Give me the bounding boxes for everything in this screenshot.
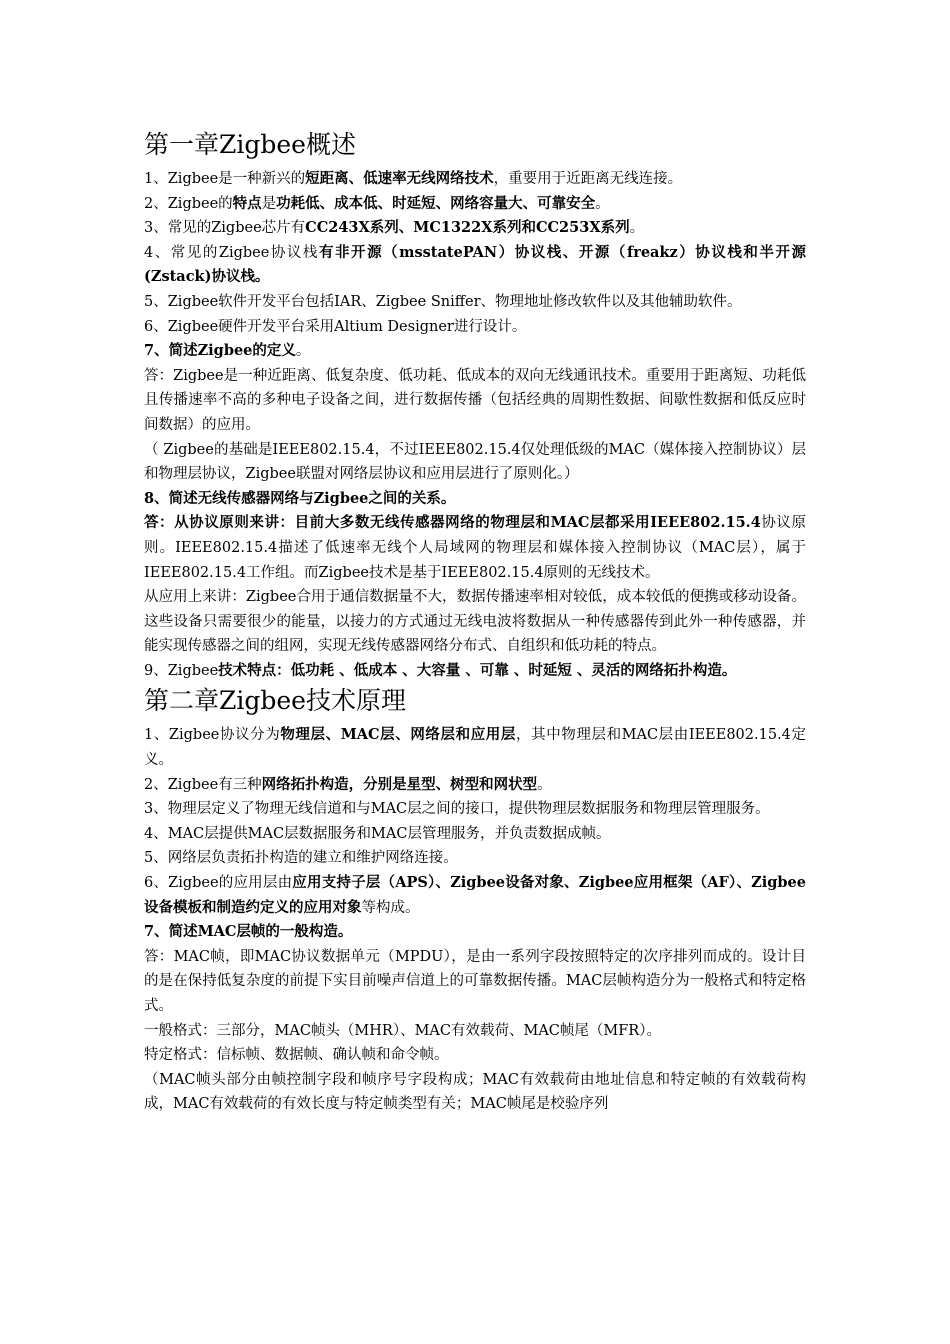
paragraph — [144, 1019, 806, 1044]
text-run: 协议原则。IEEE802.15.4描述了低速率无线个人局域网的物理层和媒体接入控制协议（MAC层），属于IEEE802.15.4工作组。而Zigbee技术是基于IEEE802.15.4原则的无线技术。 — [144, 515, 806, 581]
text-run: 3、物理层定义了物理无线信道和与MAC层之间的接口，提供物理层数据服务和物理层管理服务。 — [144, 801, 770, 818]
paragraph — [144, 315, 806, 340]
text-run: 1、Zigbee协议分为 — [144, 727, 281, 744]
text-run: 答：MAC帧，即MAC协议数据单元（MPDU），是由一系列字段按照特定的次序排列而成的。设计目的是在保持低复杂度的前提下实目前噪声信道上的可靠数据传播。MAC层帧构造分为一般格式和特定格式。 — [144, 948, 806, 1014]
bold-text-run: 短距离、低速率无线网络技术 — [305, 170, 494, 187]
paragraph — [144, 364, 806, 438]
bold-text-run: CC243X系列、MC1322X系列和CC253X系列 — [305, 219, 630, 237]
paragraph — [144, 920, 806, 945]
text-run: 等构成。 — [361, 899, 420, 916]
text-run: 5、Zigbee软件开发平台包括IAR、Zigbee Sniffer、物理地址修改软件以及其他辅助软件。 — [144, 293, 742, 310]
text-run: 。 — [295, 343, 311, 360]
paragraph — [144, 192, 806, 217]
text-run: 。 — [537, 776, 552, 793]
text-run: 一般格式：三部分，MAC帧头（MHR）、MAC有效载荷、MAC帧尾（MFR）。 — [144, 1022, 661, 1039]
paragraph — [144, 511, 806, 585]
bold-text-run: 8、简述无线传感器网络与Zigbee之间的关系。 — [144, 489, 456, 507]
bold-text-run: 7、简述Zigbee的定义 — [144, 342, 296, 360]
text-run: 2、Zigbee有三种 — [144, 776, 262, 793]
text-run: 1、Zigbee是一种新兴的 — [144, 171, 306, 187]
text-run: 2、Zigbee的 — [144, 195, 233, 212]
paragraph — [144, 339, 806, 364]
bold-text-run: 功耗低、成本低、时延短、网络容量大、可靠安全 — [276, 194, 596, 212]
paragraph — [144, 1043, 806, 1068]
paragraph — [144, 723, 806, 772]
document-page — [144, 128, 806, 1117]
text-run: 。 — [595, 195, 610, 212]
text-run: （MAC帧头部分由帧控制字段和帧序号字段构成；MAC有效载荷由地址信息和特定帧的有效载荷构成，MAC有效载荷的有效长度与特定帧类型有关；MAC帧尾是校验序列 — [144, 1071, 806, 1113]
paragraph — [144, 945, 806, 1019]
paragraph — [144, 290, 806, 315]
text-run: ，其中物理层和MAC层由IEEE802.15.4定义。 — [144, 727, 807, 769]
paragraph — [144, 241, 806, 290]
paragraph — [144, 773, 806, 798]
text-run: （ Zigbee的基础是IEEE802.15.4，不过IEEE802.15.4仅处理低级的MAC（媒体接入控制协议）层和物理层协议，Zigbee联盟对网络层协议和应用层进行了原则化。） — [144, 441, 806, 483]
paragraph — [144, 167, 806, 192]
paragraph — [144, 659, 806, 684]
paragraph — [144, 797, 806, 822]
paragraph — [144, 822, 806, 847]
paragraph — [144, 438, 806, 487]
bold-text-run: 应用支持子层（APS）、Zigbee设备对象、Zigbee应用框架（AF）、Zigbee设备模板和制造约定义的应用对象 — [144, 874, 806, 916]
paragraph — [144, 1068, 806, 1117]
bold-text-run: 物理层、MAC层、网络层和应用层 — [280, 726, 516, 744]
text-run: 特定格式：信标帧、数据帧、确认帧和命令帧。 — [144, 1047, 449, 1064]
paragraph — [144, 216, 806, 241]
chapter-2-title: 第二章Zigbee技术原理 — [144, 686, 406, 716]
bold-text-run: 答：从协议原则来讲：目前大多数无线传感器网络的物理层和MAC层都采用IEEE802.15.4 — [144, 514, 761, 532]
bold-text-run: 技术特点：低功耗 、低成本 、大容量 、可靠 、时延短 、灵活的网络拓扑构造。 — [218, 661, 737, 679]
paragraph — [144, 585, 806, 659]
text-run: 从应用上来讲：Zigbee合用于通信数据量不大，数据传播速率相对较低，成本较低的便携或移动设备。这些设备只需要很少的能量，以接力的方式通过无线电波将数据从一种传感器传到此外一种传感器，并能实现传感器之间的组网，实现无线传感器网络分布式、自组织和低功耗的特点。 — [144, 589, 806, 655]
text-run: 5、网络层负责拓扑构造的建立和维护网络连接。 — [144, 850, 458, 867]
text-run: 9、Zigbee — [144, 662, 219, 679]
text-run: 是 — [261, 195, 277, 212]
paragraph — [144, 846, 806, 871]
paragraph — [144, 487, 806, 512]
text-run: 6、Zigbee硬件开发平台采用Altium Designer进行设计。 — [144, 318, 527, 335]
bold-text-run: 7、简述MAC层帧的一般构造。 — [144, 923, 353, 941]
text-run: 4、常见的Zigbee协议栈 — [144, 244, 319, 261]
bold-text-run: 有非开源（msstatePAN）协议栈、开源（freakz）协议栈和半开源(Zstack)协议栈。 — [144, 243, 806, 286]
paragraph — [144, 871, 806, 920]
text-run: 4、MAC层提供MAC层数据服务和MAC层管理服务，并负责数据成帧。 — [144, 825, 611, 842]
bold-text-run: 特点 — [232, 194, 262, 212]
text-run: 6、Zigbee的应用层由 — [144, 875, 293, 892]
chapter-1-title: 第一章Zigbee概述 — [144, 130, 356, 159]
text-run: ，重要用于近距离无线连接。 — [493, 171, 683, 187]
text-run: 。 — [629, 220, 645, 237]
text-run: 答：Zigbee是一种近距离、低复杂度、低功耗、低成本的双向无线通讯技术。重要用于距离短、功耗低且传播速率不高的多种电子设备之间，进行数据传播（包括经典的周期性数据、间歇性数据和低反应时间数据）的应用。 — [144, 367, 806, 433]
text-run: 3、常见的Zigbee芯片有 — [144, 220, 306, 237]
bold-text-run: 网络拓扑构造，分别是星型、树型和网状型 — [261, 775, 538, 793]
